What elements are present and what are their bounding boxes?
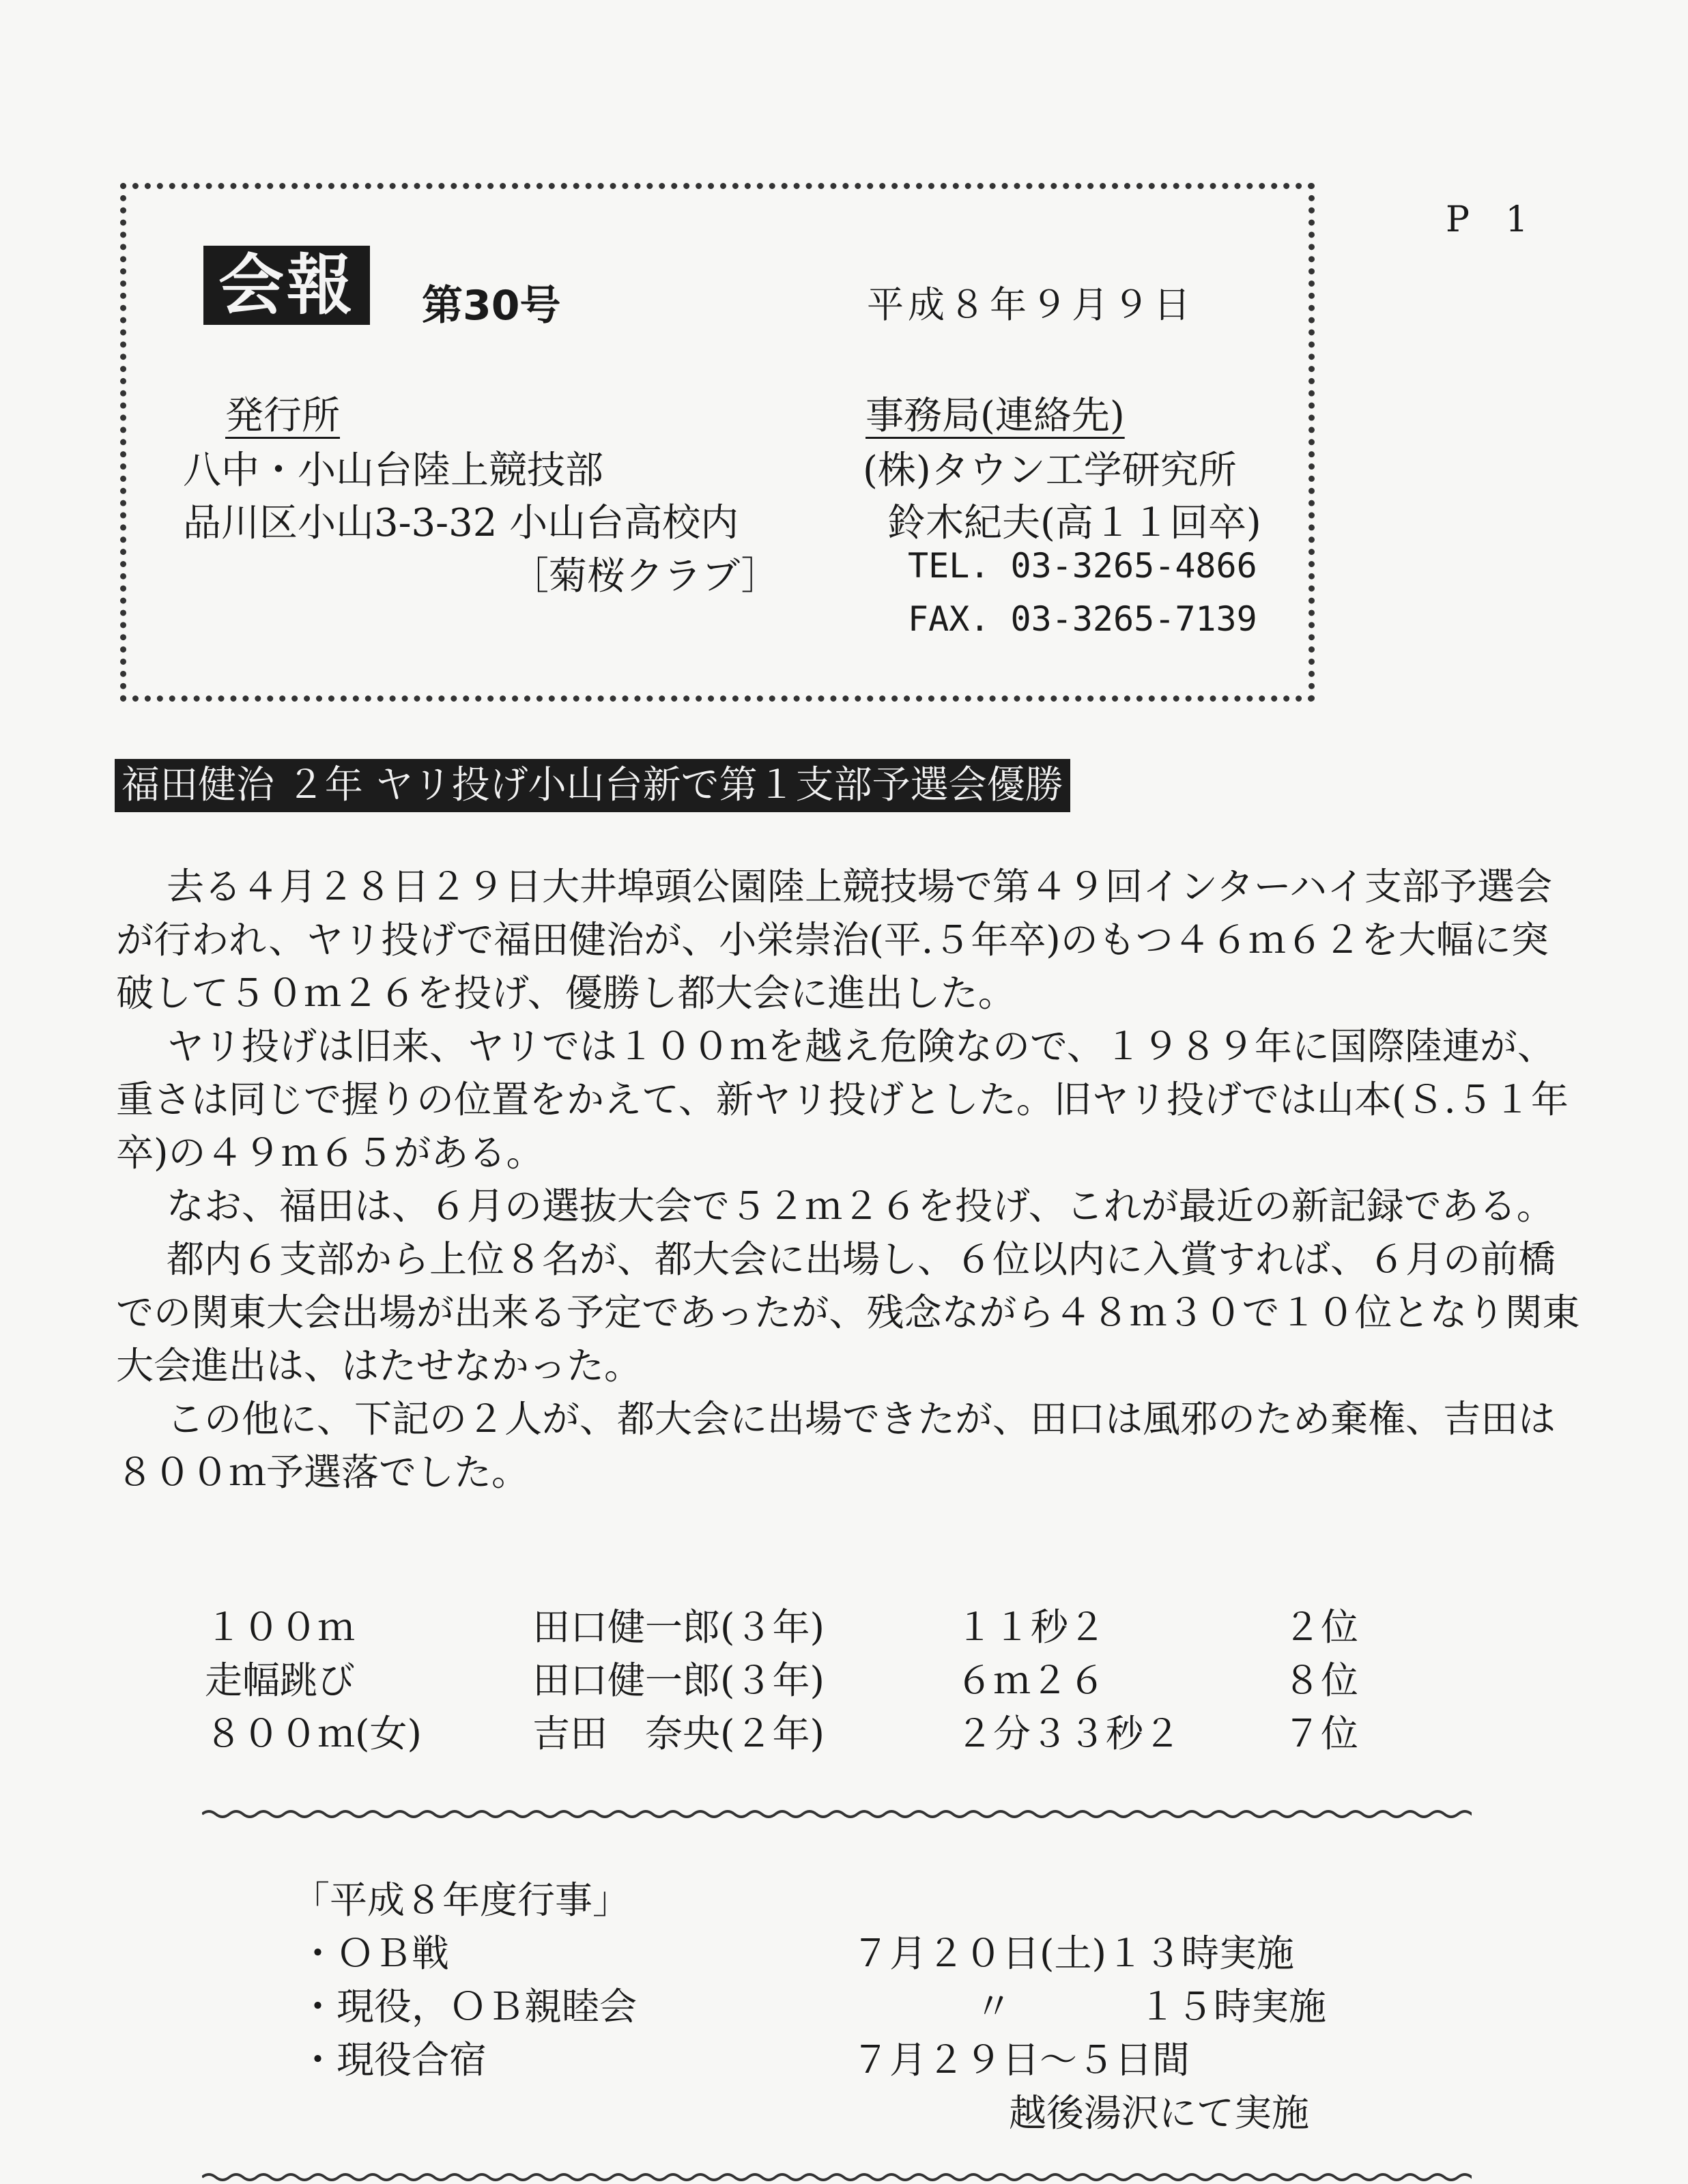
paragraph: この他に、下記の２人が、都大会に出場できたが、田口は風邪のため棄権、吉田は８００ｍ予選落でした。: [116, 1397, 1556, 1494]
article-headline: 福田健治 ２年 ヤリ投げ小山台新で第１支部予選会優勝: [115, 759, 1070, 812]
result-event: 走幅跳び: [205, 1658, 356, 1702]
publisher-label: 発行所: [225, 394, 340, 438]
issue-number: 第30号: [422, 282, 561, 330]
events-title: 「平成８年度行事」: [292, 1878, 631, 1922]
result-event: ８００ｍ(女): [205, 1712, 422, 1755]
publisher-address: 品川区小山3-3-32 小山台高校内: [183, 501, 739, 545]
result-athlete: 田口健一郎(３年): [532, 1658, 825, 1702]
event-note: １５時実施: [1139, 1985, 1327, 2028]
office-fax: FAX. 03-3265-7139: [908, 599, 1257, 639]
paragraph: 都内６支部から上位８名が、都大会に出場し、６位以内に入賞すれば、６月の前橋での関東大会出場が出来る予定であったが、残念ながら４８ｍ３０で１０位となり関東大会進出は、はたせなかった。: [116, 1237, 1580, 1388]
publisher-club: ［菊桜クラブ］: [511, 554, 779, 599]
publisher-name: 八中・小山台陸上競技部: [183, 448, 603, 493]
event-date: ７月２９日～５日間: [852, 2038, 1190, 2082]
page-number: P 1: [1446, 199, 1541, 240]
result-place: ７位: [1283, 1712, 1359, 1755]
result-record: ２分３３秒２: [956, 1712, 1182, 1755]
wavy-divider: [202, 1807, 1472, 1821]
event-row: [299, 2030, 1190, 2083]
paragraph: 去る４月２８日２９日大井埠頭公園陸上競技場で第４９回インターハイ支部予選会が行われ、ヤリ投げで福田健治が、小栄崇治(平.５年卒)のもつ４６ｍ６２を大幅に突破して５０ｍ２６を投げ、優勝し都大会に進出した。: [116, 865, 1553, 1015]
result-record: ６ｍ２６: [956, 1658, 1106, 1702]
office-company: (株)タウン工学研究所: [863, 448, 1237, 493]
event-date: 〃: [975, 1985, 1013, 2028]
paragraph: ヤリ投げは旧来、ヤリでは１００ｍを越え危険なので、１９８９年に国際陸連が、重さは同じで握りの位置をかえて、新ヤリ投げとした。旧ヤリ投げでは山本(Ｓ.５１年卒)の４９ｍ６５がある。: [116, 1024, 1569, 1175]
office-tel: TEL. 03-3265-4866: [908, 546, 1257, 586]
event-date: ７月２０日(土)１３時実施: [852, 1931, 1294, 1975]
office-contact: 鈴木紀夫(高１１回卒): [887, 501, 1261, 545]
event-name: ・現役，ＯＢ親睦会: [299, 1985, 638, 2028]
wavy-divider-bottom: [202, 2170, 1472, 2184]
result-athlete: 吉田 奈央(２年): [532, 1712, 825, 1755]
office-label: 事務局(連絡先): [866, 394, 1125, 438]
paragraph: なお、福田は、６月の選抜大会で５２ｍ２６を投げ、これが最近の新記録である。: [167, 1184, 1554, 1228]
result-athlete: 田口健一郎(３年): [532, 1605, 825, 1649]
result-record: １１秒２: [956, 1605, 1106, 1649]
issue-date: 平成８年９月９日: [867, 283, 1195, 326]
newsletter-logo: 会報: [203, 246, 370, 325]
event-row: [299, 1977, 1327, 2030]
event-name: ・現役合宿: [299, 2038, 487, 2082]
article-body: [116, 860, 1584, 1499]
result-place: ８位: [1283, 1658, 1359, 1702]
events-section: [292, 1870, 1327, 2136]
result-event: １００ｍ: [205, 1605, 356, 1649]
event-name: ・ＯＢ戦: [299, 1931, 450, 1975]
result-place: ２位: [1283, 1605, 1359, 1649]
event-row: [299, 1923, 1294, 1977]
event-row: [299, 2083, 1310, 2136]
event-note: 越後湯沢にて実施: [1009, 2091, 1310, 2135]
